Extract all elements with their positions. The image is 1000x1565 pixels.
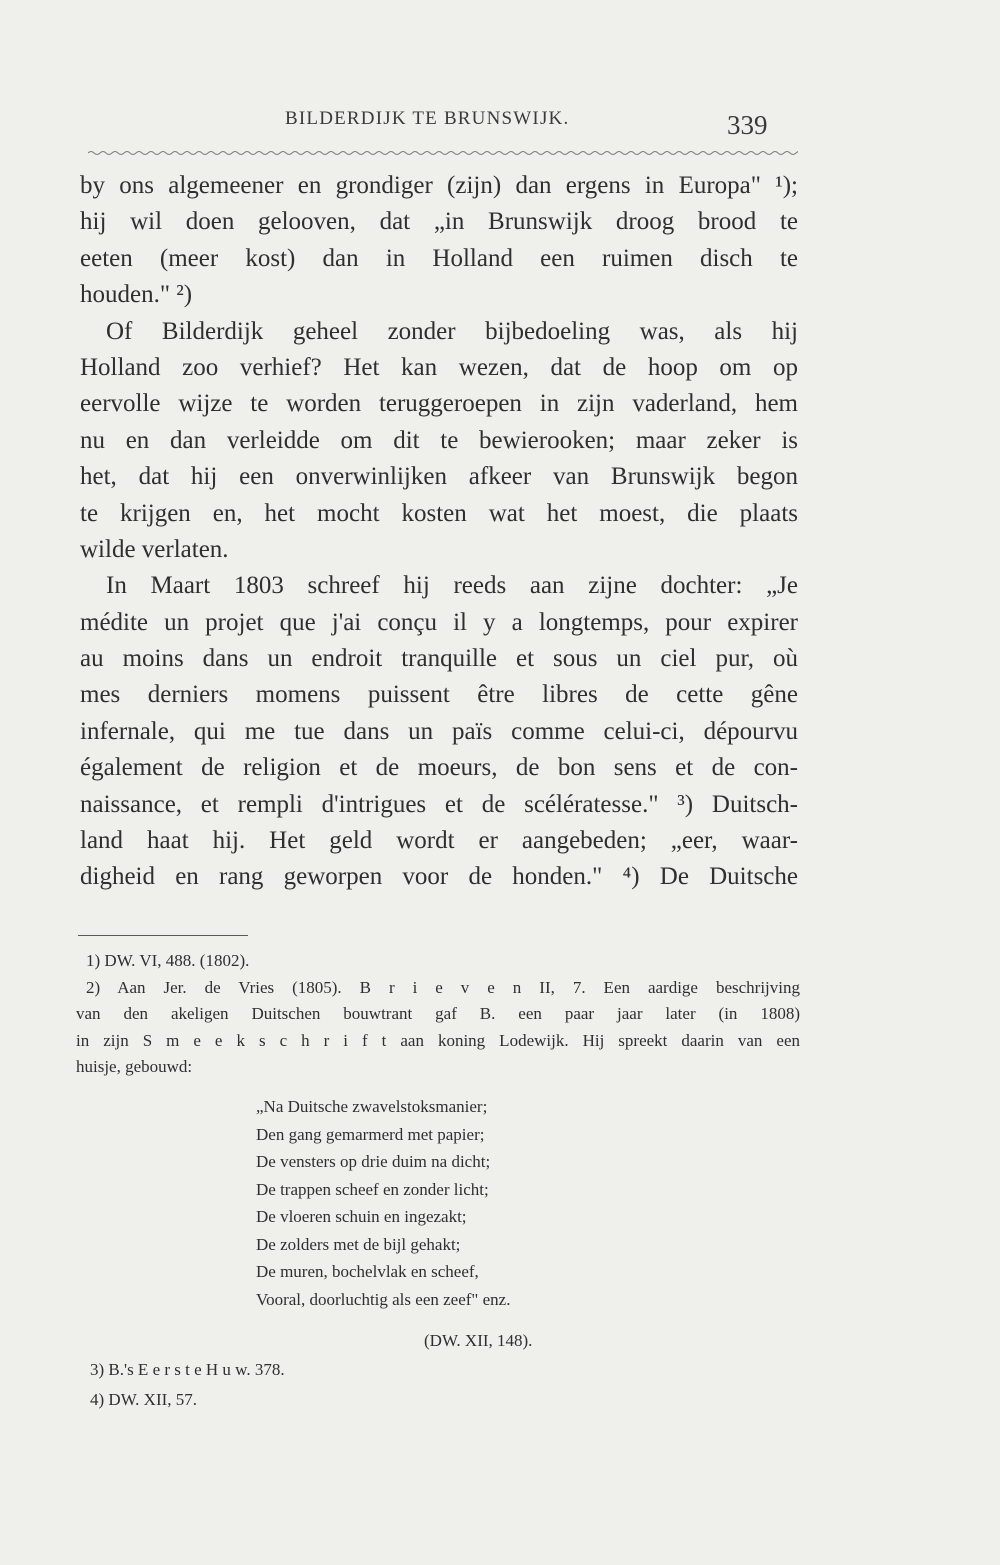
poem-line: Den gang gemarmerd met papier; [256, 1124, 485, 1144]
poem-line: De muren, bochelvlak en scheef, [256, 1262, 479, 1281]
footnote-line: 3) B.'s E e r s t e H u w. 378. [90, 1360, 285, 1379]
poem-line: De vensters op drie duim na dicht; [256, 1152, 491, 1171]
body-line: land haat hij. Het geld wordt er aangebeden; „eer, waar- [80, 827, 798, 855]
poem-line: De trappen scheef en zonder licht; [256, 1179, 489, 1199]
body-line: In Maart 1803 schreef hij reeds aan zijne dochter: „Je [106, 572, 798, 600]
body-line: Holland zoo verhief? Het kan wezen, dat de hoop om op [80, 353, 798, 381]
body-line: au moins dans un endroit tranquille et sous un ciel pur, où [80, 645, 798, 673]
body-line: eervolle wijze te worden teruggeroepen in zijn vaderland, hem [80, 390, 798, 418]
poem-line: De zolders met de bijl gehakt; [256, 1234, 461, 1254]
footnote-line: in zijn S m e e k s c h r i f t aan koning Lodewijk. Hij spreekt daarin van een [76, 1030, 800, 1050]
body-line: hij wil doen gelooven, dat „in Brunswijk droog brood te [80, 208, 798, 236]
body-line: eeten (meer kost) dan in Holland een ruimen disch te [80, 244, 798, 272]
footnotes-end [90, 1355, 285, 1415]
page-number: 339 [727, 110, 768, 140]
body-line: mes derniers momens puissent être libres de cette gêne [80, 681, 798, 709]
body-line: digheid en rang geworpen voor de honden." ⁴) De Duitsche [80, 863, 798, 891]
footnote-line: 2) Aan Jer. de Vries (1805). B r i e v e n II, 7. Een aardige beschrijving [86, 977, 800, 997]
body-line: infernale, qui me tue dans un païs comme celui-ci, dépourvu [80, 717, 798, 745]
body-line: médite un projet que j'ai conçu il y a longtemps, pour expirer [80, 608, 798, 636]
body-line: naissance, et rempli d'intrigues et de scélératesse." ³) Duitsch- [80, 790, 798, 818]
body-line: nu en dan verleidde om dit te bewierooken; maar zeker is [80, 426, 798, 454]
body-line: te krijgen en, het mocht kosten wat het moest, die plaats [80, 499, 798, 527]
poem-line: Vooral, doorluchtig als een zeef" enz. [256, 1289, 511, 1309]
footnote-line: van den akeligen Duitschen bouwtrant gaf B. een paar jaar later (in 1808) [76, 1004, 800, 1023]
body-line: Of Bilderdijk geheel zonder bijbedoeling was, als hij [106, 317, 798, 345]
body-line: houden." ²) [80, 281, 193, 309]
wavy-rule [88, 148, 798, 158]
body-line: het, dat hij een onverwinlijken afkeer van Brunswijk begon [80, 463, 798, 491]
footnote-line: 1) DW. VI, 488. (1802). [86, 951, 250, 970]
body-line: wilde verlaten. [80, 535, 229, 563]
footnote-line: 4) DW. XII, 57. [90, 1390, 198, 1409]
poem-source: (DW. XII, 148). [424, 1331, 533, 1350]
poem-line: „Na Duitsche zwavelstoksmanier; [256, 1097, 488, 1116]
running-head: BILDERDIJK TE BRUNSWIJK. [285, 108, 570, 129]
footnote-rule [78, 935, 248, 936]
body-text [80, 168, 798, 896]
body-line: également de religion et de moeurs, de bon sens et de con- [80, 754, 798, 782]
footnotes [76, 948, 800, 1081]
body-line: by ons algemeener en grondiger (zijn) dan ergens in Europa" ¹); [80, 172, 798, 199]
quoted-poem [256, 1093, 656, 1313]
footnote-line: huisje, gebouwd: [76, 1057, 193, 1076]
poem-line: De vloeren schuin en ingezakt; [256, 1207, 467, 1226]
